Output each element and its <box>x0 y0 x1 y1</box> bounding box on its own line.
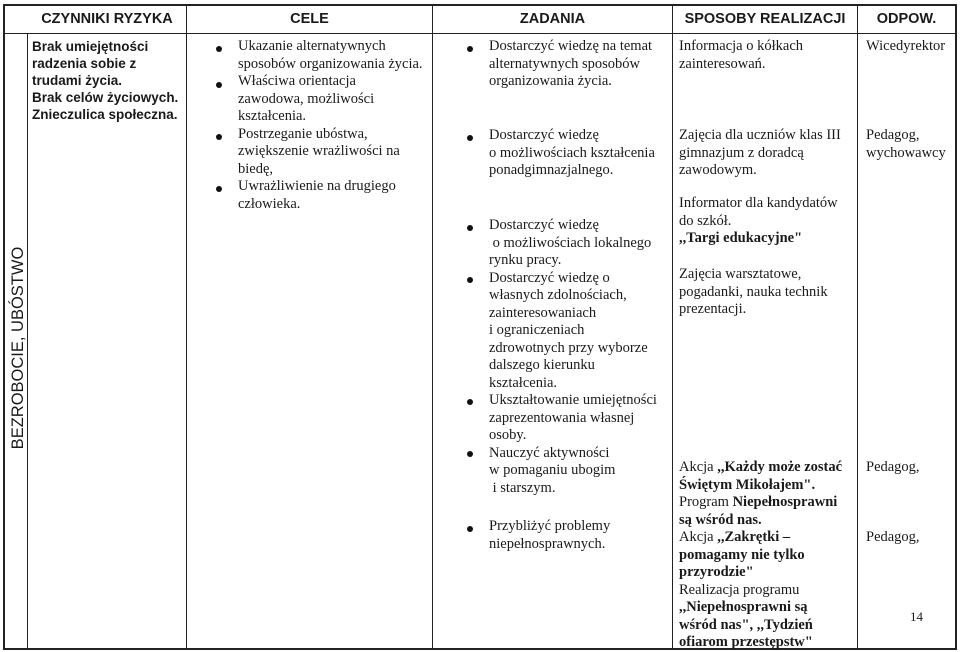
goal-line: Postrzeganie ubóstwa, <box>238 125 368 142</box>
goal-line: Uwrażliwienie na drugiego <box>238 178 396 194</box>
method-line: przyrodzie" <box>679 564 754 580</box>
responsible-line: wychowawcy <box>866 144 946 161</box>
risk-factors-cell <box>32 38 182 123</box>
risk-line: Znieczulica społeczna. <box>32 107 178 122</box>
method-text: Niepełnosprawni <box>732 494 838 510</box>
method-line: ofiarom przestępstw" <box>679 634 813 650</box>
method-line: ,,Niepełnosprawni są <box>679 599 808 615</box>
method-block <box>679 266 828 319</box>
bullet-icon <box>467 135 473 141</box>
col-divider-1 <box>186 4 187 649</box>
bullet-icon <box>467 225 473 231</box>
task-line: Dostarczyć wiedzę <box>489 217 599 233</box>
task-line: w pomaganiu ubogim <box>489 462 616 478</box>
method-line: pomagamy nie tylko <box>679 546 805 563</box>
task-line: ponadgimnazjalnego. <box>489 162 614 178</box>
task-line: zaprezentowania własnej <box>489 409 635 426</box>
method-line: gimnazjum z doradcą <box>679 144 804 161</box>
goal-line: zawodowa, możliwości <box>238 90 375 107</box>
task-line: Ukształtowanie umiejętności <box>489 392 657 408</box>
task-line: Nauczyć aktywności <box>489 444 610 461</box>
col-divider-3 <box>672 4 673 649</box>
task-line: Dostarczyć wiedzę <box>489 127 599 143</box>
responsible-entry <box>866 127 946 162</box>
bullet-icon <box>467 277 473 283</box>
task-line: alternatywnych sposobów <box>489 55 641 72</box>
task-line: własnych zdolnościach, <box>489 287 627 303</box>
task-block <box>489 217 657 497</box>
bullet-icon <box>467 46 473 52</box>
responsible-entry: Pedagog, <box>866 459 920 475</box>
col-divider-4 <box>857 4 858 649</box>
table-border-top <box>3 4 957 6</box>
method-line: ,,Targi edukacyjne" <box>679 230 803 246</box>
method-text: Program <box>679 494 733 510</box>
task-line: i ograniczeniach <box>489 322 585 338</box>
bullet-icon <box>467 526 473 532</box>
bullet-icon <box>467 399 473 405</box>
method-line: Zajęcia warsztatowe, <box>679 266 802 282</box>
task-line: zdrowotnych przy wyborze <box>489 339 648 356</box>
bullet-icon <box>216 46 222 52</box>
method-block <box>679 127 841 180</box>
method-line: pogadanki, nauka technik <box>679 283 828 300</box>
risk-line: radzenia sobie z <box>32 56 137 71</box>
header-factors: CZYNNIKI RYZYKA <box>41 11 173 27</box>
task-line: niepełnosprawnych. <box>489 535 606 552</box>
responsible-entry: Wicedyrektor <box>866 38 946 54</box>
task-line: osoby. <box>489 427 527 443</box>
bullet-icon <box>467 451 473 457</box>
task-line: dalszego kierunku <box>489 357 595 373</box>
task-block <box>489 518 610 553</box>
goal-line: zwiększenie wrażliwości na <box>238 143 400 159</box>
method-line: wśród nas", ,,Tydzień <box>679 616 813 633</box>
task-line: Dostarczyć wiedzę na temat <box>489 38 653 54</box>
risk-line: Brak umiejętności <box>32 39 149 54</box>
bullet-icon <box>216 82 222 88</box>
bullet-icon <box>216 186 222 192</box>
method-line: są wśród nas. <box>679 511 762 528</box>
header-tasks: ZADANIA <box>519 11 586 27</box>
method-block <box>679 459 842 652</box>
method-block <box>679 195 838 248</box>
task-line: organizowania życia. <box>489 73 612 89</box>
col-divider-2 <box>432 4 433 649</box>
goal-line: Ukazanie alternatywnych <box>238 38 386 54</box>
task-block <box>489 38 652 91</box>
method-line <box>679 459 842 477</box>
page-number: 14 <box>910 609 923 624</box>
method-line <box>679 529 842 547</box>
goal-line: kształcenia. <box>238 108 307 124</box>
responsible-line: Pedagog, <box>866 127 920 143</box>
task-line: Dostarczyć wiedzę o <box>489 269 610 286</box>
header-goals: CELE <box>290 11 329 27</box>
task-block <box>489 127 655 180</box>
method-text: Akcja <box>679 459 718 475</box>
task-line: kształcenia. <box>489 374 558 391</box>
goal-line: sposobów organizowania życia. <box>238 55 423 72</box>
method-line: prezentacji. <box>679 301 747 317</box>
table-border-right <box>955 4 957 650</box>
method-line: zawodowym. <box>679 162 757 178</box>
task-line: o możliwościach kształcenia <box>489 144 655 161</box>
risk-line: trudami życia. <box>32 73 123 88</box>
method-line: Zajęcia dla uczniów klas III <box>679 127 841 143</box>
task-line: o możliwościach lokalnego <box>489 234 652 251</box>
goal-line: biedę, <box>238 160 274 177</box>
method-line: Realizacja programu <box>679 581 800 598</box>
task-line: Przybliżyć problemy <box>489 518 611 534</box>
goal-line: Właściwa orientacja <box>238 73 356 89</box>
responsible-entry: Pedagog, <box>866 529 920 545</box>
method-line: zainteresowań. <box>679 55 766 72</box>
method-text: ,,Zakrętki – <box>717 529 791 545</box>
goal-line: człowieka. <box>238 195 301 212</box>
task-line: i starszym. <box>489 479 556 496</box>
goals-cell <box>238 38 423 213</box>
method-block <box>679 38 803 73</box>
method-line: Informacja o kółkach <box>679 38 804 54</box>
method-text: Akcja <box>679 529 718 545</box>
method-text: ,,Każdy może zostać <box>717 459 843 475</box>
side-category-label: BEZROBOCIE, UBÓSTWO <box>9 246 27 450</box>
risk-line: Brak celów życiowych. <box>32 90 179 105</box>
task-line: rynku pracy. <box>489 252 562 268</box>
method-line: Świętym Mikołajem". <box>679 476 816 493</box>
header-divider <box>3 33 957 34</box>
header-responsible: ODPOW. <box>876 11 937 27</box>
bullet-icon <box>216 134 222 140</box>
header-methods: SPOSOBY REALIZACJI <box>684 11 846 27</box>
method-line <box>679 494 842 512</box>
method-line: do szkół. <box>679 212 732 229</box>
task-line: zainteresowaniach <box>489 304 597 321</box>
method-line: Informator dla kandydatów <box>679 195 838 211</box>
